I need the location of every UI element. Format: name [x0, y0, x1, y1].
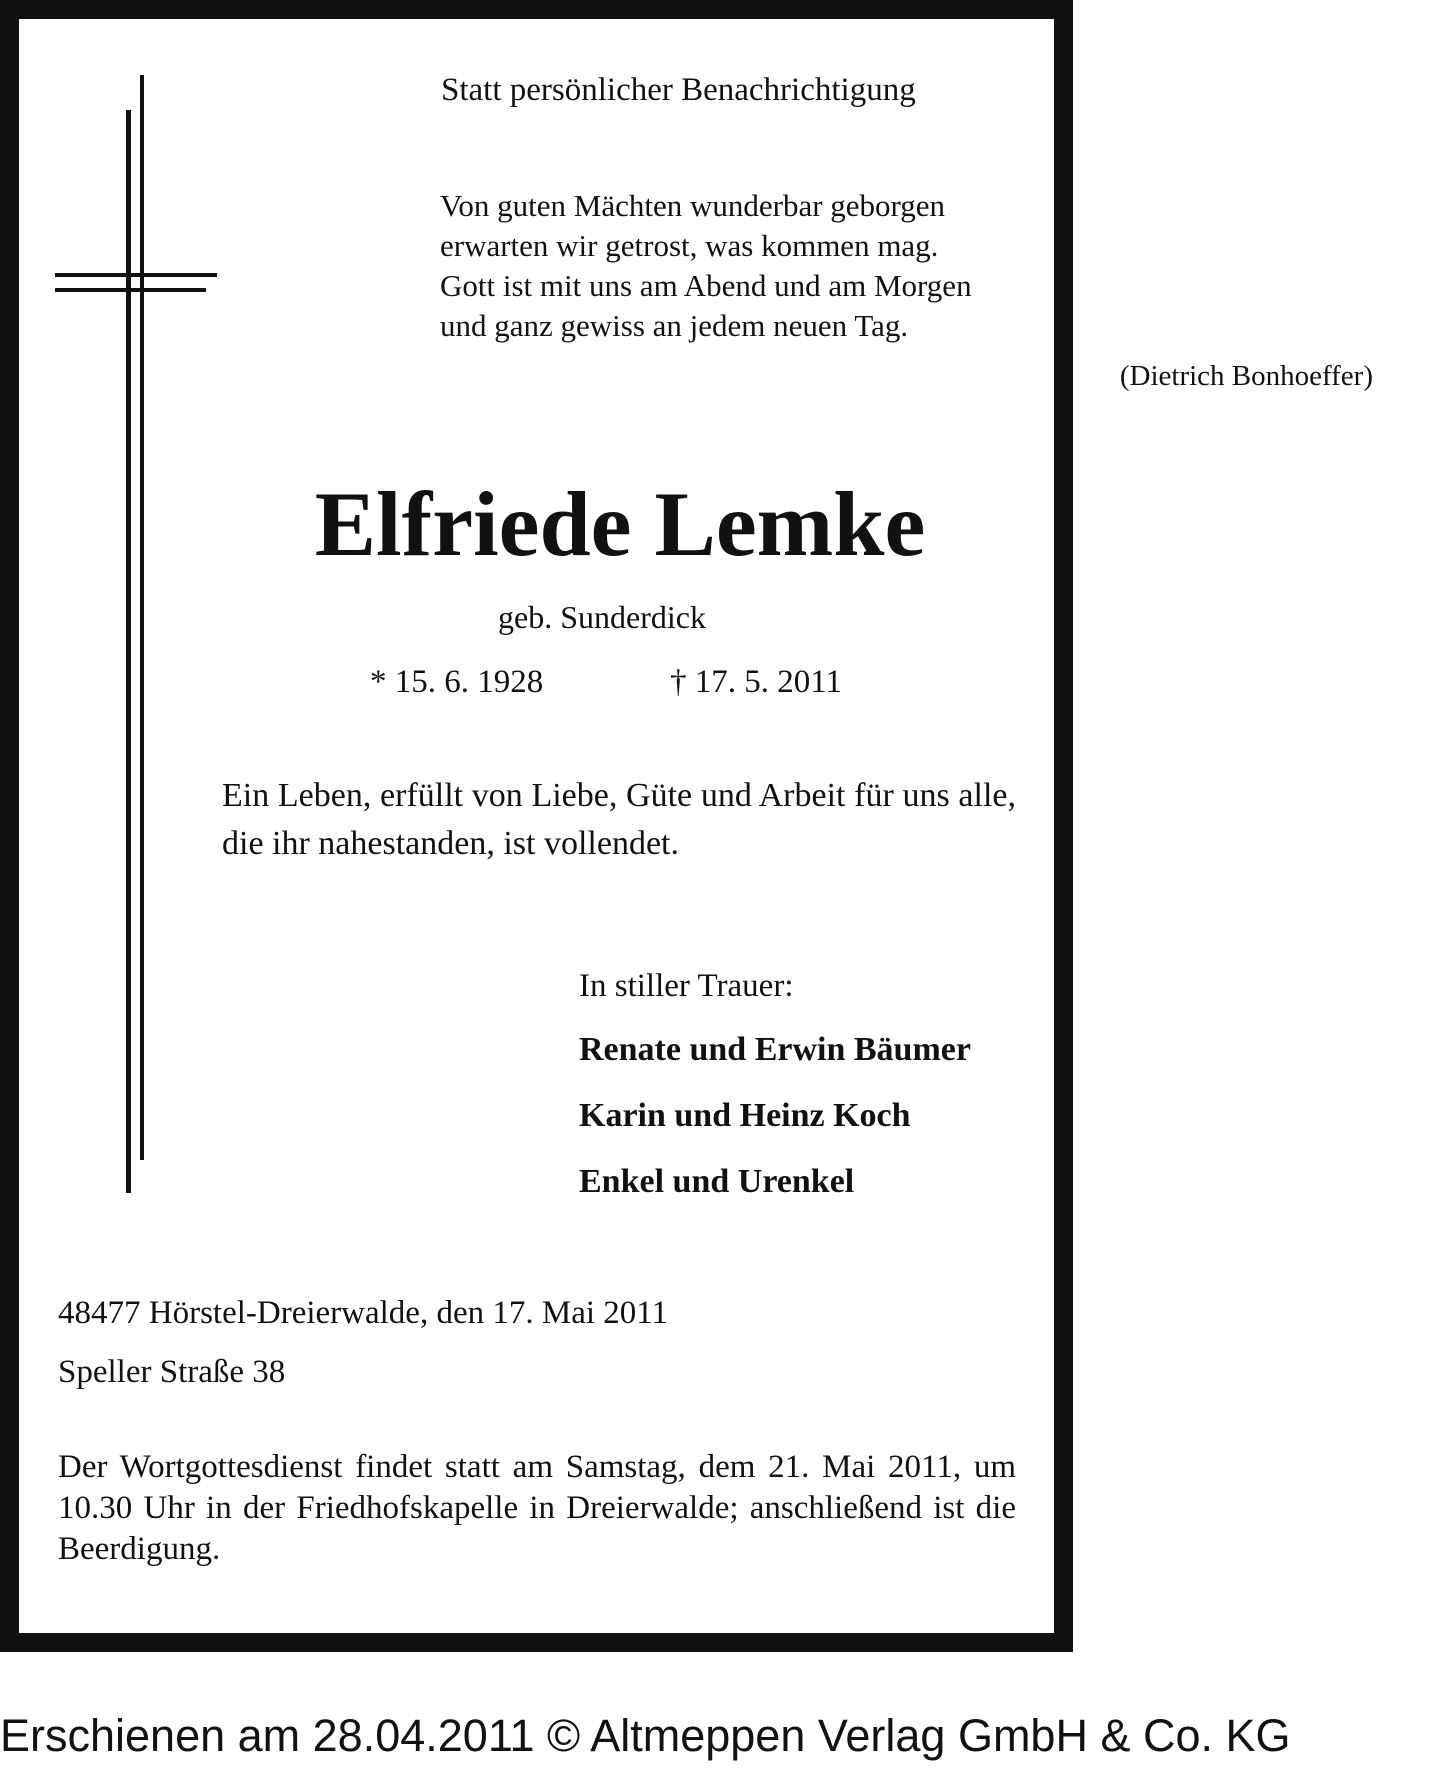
place-and-date: 48477 Hörstel-Dreierwalde, den 17. Mai 2011: [58, 1295, 669, 1331]
death-date: † 17. 5. 2011: [670, 664, 843, 700]
verse-line: Von guten Mächten wunderbar geborgen: [440, 188, 946, 223]
verse-line: und ganz gewiss an jedem neuen Tag.: [440, 308, 909, 343]
mourner-name: Enkel und Urenkel: [579, 1163, 855, 1200]
verse-author: (Dietrich Bonhoeffer): [1119, 360, 1373, 392]
mourner-name: Karin und Heinz Koch: [579, 1097, 911, 1134]
verse-line: erwarten wir getrost, was kommen mag.: [440, 228, 939, 263]
birth-date: * 15. 6. 1928: [370, 664, 544, 700]
publication-footer: Erschienen am 28.04.2011 © Altmeppen Verlag GmbH & Co. KG: [0, 1710, 1291, 1761]
verse-line: Gott ist mit uns am Abend und am Morgen: [440, 268, 972, 303]
tribute-text: Ein Leben, erfüllt von Liebe, Güte und Arbeit für uns alle, die ihr nahestanden, ist vollendet.: [222, 777, 1016, 862]
notice-header: Statt persönlicher Benachrichtigung: [441, 72, 916, 108]
mourner-name: Renate und Erwin Bäumer: [579, 1031, 971, 1068]
funeral-service-text: Der Wortgottesdienst findet statt am Samstag, dem 21. Mai 2011, um 10.30 Uhr in der Friedhofskapelle in Dreierwalde; anschließend ist die Beerdigung.: [58, 1449, 1016, 1567]
deceased-name: Elfriede Lemke: [314, 473, 926, 575]
mourning-label: In stiller Trauer:: [579, 968, 794, 1004]
bible-verse: [440, 186, 972, 346]
birth-name: geb. Sunderdick: [498, 599, 706, 635]
street-address: Speller Straße 38: [58, 1354, 286, 1390]
